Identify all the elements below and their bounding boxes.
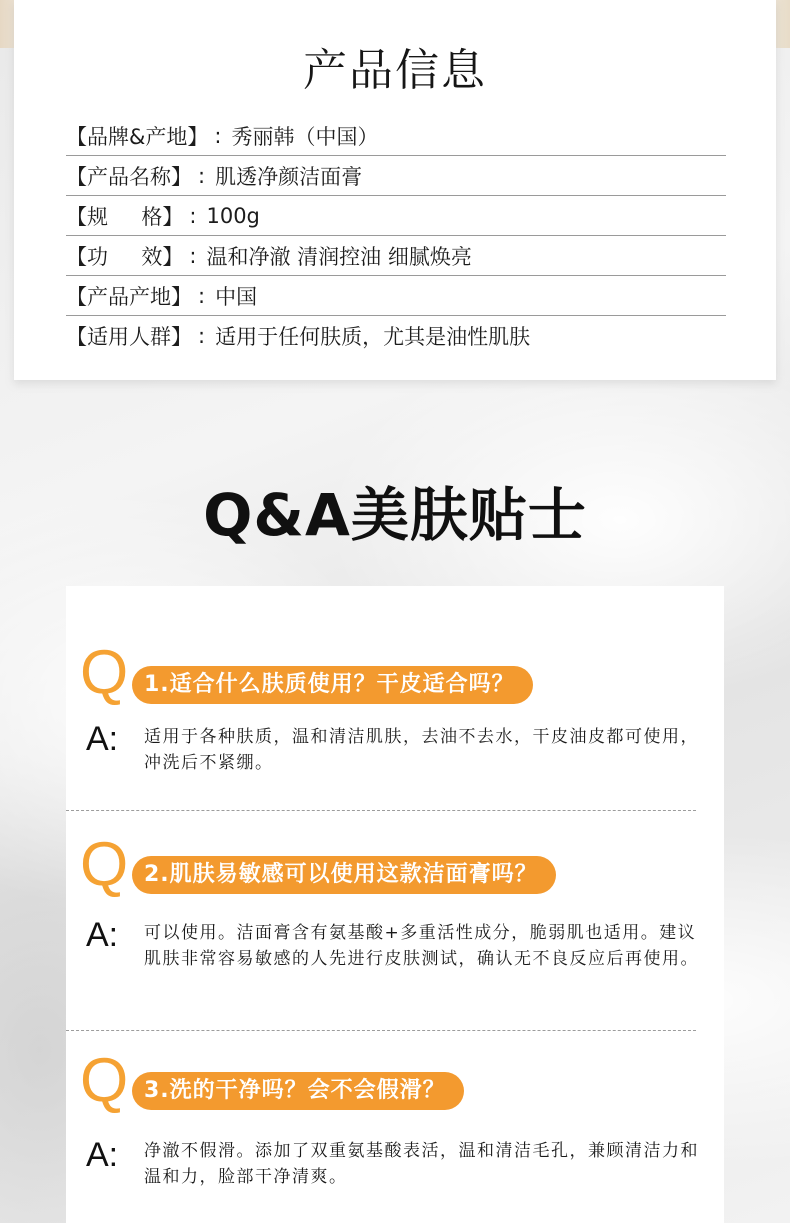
info-row-effect	[66, 236, 726, 276]
info-value: 中国	[215, 284, 258, 309]
question-mark-icon: Q	[80, 1046, 129, 1115]
qa-divider	[66, 810, 696, 811]
info-separator: :	[189, 203, 197, 228]
answer-mark-icon: A:	[86, 720, 119, 758]
answer-mark-icon: A:	[86, 1136, 119, 1174]
info-separator: :	[214, 123, 222, 148]
info-label: 【功 效】	[66, 244, 184, 269]
question-mark-icon: Q	[80, 830, 129, 899]
product-info-title: 产品信息	[303, 45, 487, 96]
qa-card	[66, 586, 724, 1223]
info-row-spec	[66, 196, 726, 236]
info-value: 肌透净颜洁面膏	[215, 164, 363, 189]
question-pill: 1.适合什么肤质使用？干皮适合吗？	[132, 666, 533, 704]
info-label: 【适用人群】	[66, 325, 192, 349]
product-info-card	[14, 0, 776, 380]
info-separator: :	[189, 243, 197, 268]
info-value: 适用于任何肤质，尤其是油性肌肤	[215, 325, 531, 349]
info-row-brand	[66, 116, 726, 156]
info-label: 【产品产地】	[66, 284, 192, 309]
info-separator: :	[198, 163, 206, 188]
info-label: 【产品名称】	[66, 164, 192, 189]
info-label: 【规 格】	[66, 204, 184, 229]
info-separator: :	[198, 283, 206, 308]
answer-mark-icon: A:	[86, 916, 119, 954]
info-separator: :	[198, 324, 206, 348]
info-row-audience	[66, 316, 726, 356]
info-row-origin	[66, 276, 726, 316]
info-value: 100g	[206, 203, 260, 228]
question-pill: 3.洗的干净吗？会不会假滑？	[132, 1072, 464, 1110]
qa-title: Q&A美肤贴士	[203, 481, 587, 549]
question-mark-icon: Q	[80, 638, 129, 707]
info-value: 温和净澈 清润控油 细腻焕亮	[206, 244, 472, 269]
question-pill: 2.肌肤易敏感可以使用这款洁面膏吗？	[132, 856, 556, 894]
info-value: 秀丽韩（中国）	[231, 124, 379, 149]
info-label: 【品牌&产地】	[66, 124, 209, 149]
info-row-name	[66, 156, 726, 196]
answer-text: 净澈不假滑。添加了双重氨基酸表活，温和清洁毛孔，兼顾清洁力和温和力，脸部干净清爽。	[144, 1141, 699, 1187]
answer-text: 适用于各种肤质，温和清洁肌肤，去油不去水，干皮油皮都可使用，冲洗后不紧绷。	[144, 727, 699, 773]
qa-divider	[66, 1030, 696, 1031]
product-info-table	[66, 116, 726, 356]
answer-text: 可以使用。洁面膏含有氨基酸+多重活性成分，脆弱肌也适用。建议肌肤非常容易敏感的人先进行皮肤测试，确认无不良反应后再使用。	[144, 923, 699, 969]
